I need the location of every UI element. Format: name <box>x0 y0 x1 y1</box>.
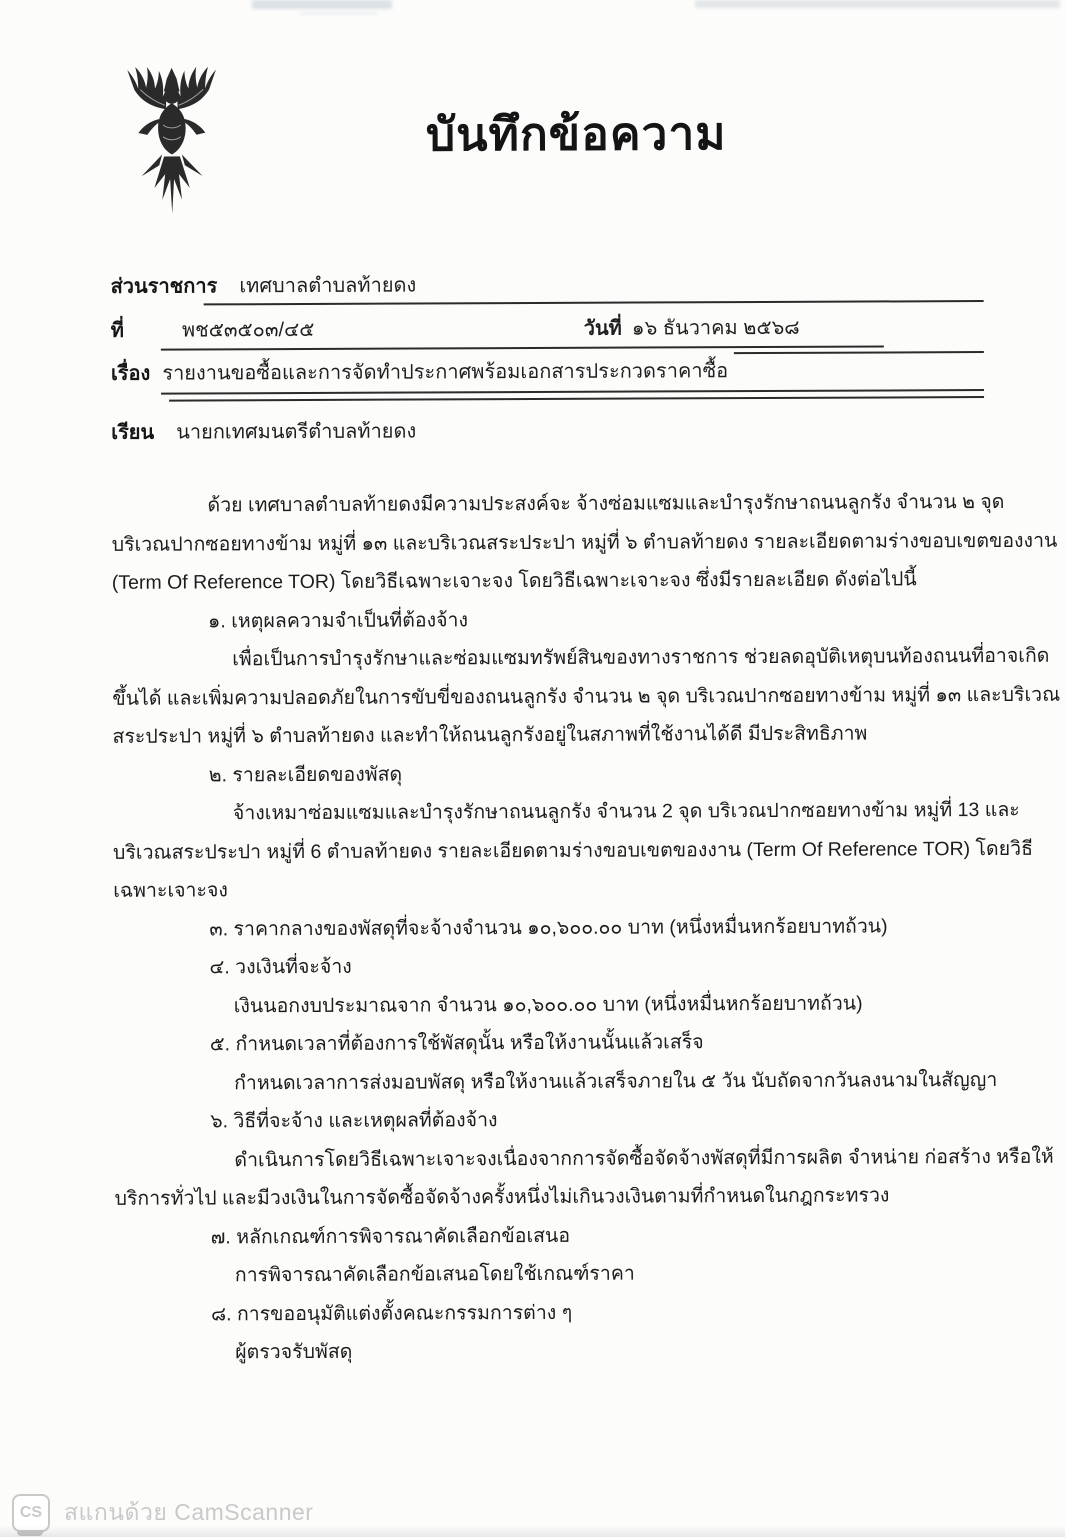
body-line: กำหนดเวลาการส่งมอบพัสดุ หรือให้งานแล้วเสร็จภายใน ๕ วัน นับถัดจากวันลงนามในสัญญา <box>233 1068 998 1095</box>
body-line: บริเวณสระประปา หมู่ที่ 6 ตำบลท้ายดง รายละเอียดตามร่างขอบเขตของงาน (Term Of Reference TOR) โดยวิธี <box>112 837 1033 864</box>
body-line-item-7: ๗. หลักเกณฑ์การพิจารณาคัดเลือกข้อเสนอ <box>210 1224 571 1249</box>
agency-row <box>110 269 416 302</box>
to-row <box>111 415 416 448</box>
form-rule-subject-bottom <box>169 396 984 402</box>
body-line-item-1: ๑. เหตุผลความจำเป็นที่ต้องจ้าง <box>207 609 469 633</box>
body-line-item-5: ๕. กำหนดเวลาที่ต้องการใช้พัสดุนั้น หรือให้งานนั้นแล้วเสร็จ <box>209 1031 704 1056</box>
body-line-item-2: ๒. รายละเอียดของพัสดุ <box>208 763 403 787</box>
date-row <box>584 311 800 344</box>
body-line-item-4: ๔. วงเงินที่จะจ้าง <box>209 955 352 979</box>
subject-row <box>111 354 728 389</box>
subject-label: เรื่อง <box>110 362 151 385</box>
body-line-item-6: ๖. วิธีที่จะจ้าง และเหตุผลที่ต้องจ้าง <box>210 1109 498 1133</box>
form-rule-subject-top <box>161 389 984 395</box>
body-line: สระประปา หมู่ที่ ๖ ตำบลท้ายดง และทำให้ถนนลูกรังอยู่ในสภาพที่ใช้งานได้ดี มีประสิทธิภาพ <box>112 722 868 748</box>
to-label: เรียน <box>111 421 155 444</box>
date-label: วันที่ <box>583 317 622 340</box>
agency-value: เทศบาลตำบลท้ายดง <box>239 274 417 298</box>
body-line: การพิจารณาคัดเลือกข้อเสนอโดยใช้เกณฑ์ราคา <box>234 1262 635 1287</box>
body-line: บริการทั่วไป และมีวงเงินในการจัดซื้อจัดจ้างครั้งหนึ่งไม่เกินวงเงินตามที่กำหนดในกฎกระทรวง <box>114 1184 890 1210</box>
body-line: ขึ้นได้ และเพิ่มความปลอดภัยในการขับขี่ของถนนลูกรัง จำนวน ๒ จุด บริเวณปากซอยทางข้าม หมู่ที่ ๑๓ และบริเวณ <box>112 683 1061 710</box>
body-line: เงินนอกงบประมาณจาก จำนวน ๑๐,๖๐๐.๐๐ บาท (หนึ่งหมื่นหกร้อยบาทถ้วน) <box>233 992 863 1018</box>
body-line: (Term Of Reference TOR) โดยวิธีเฉพาะเจาะจง โดยวิธีเฉพาะเจาะจง ซึ่งมีรายละเอียด ดังต่อไปนี้ <box>111 568 917 594</box>
form-rule-date <box>734 351 984 354</box>
number-label: ที่ <box>110 319 124 342</box>
date-value: ๑๖ ธันวาคม ๒๕๖๘ <box>631 316 800 340</box>
body-line: เฉพาะเจาะจง <box>113 879 228 902</box>
body-line: ผู้ตรวจรับพัสดุ <box>235 1340 353 1364</box>
page-title: บันทึกข้อความ <box>425 107 727 161</box>
agency-label: ส่วนราชการ <box>110 275 218 298</box>
body-line: ดำเนินการโดยวิธีเฉพาะเจาะจงเนื่องจากการจัดซื้อจัดจ้างพัสดุที่มีการผลิต จำหน่าย ก่อสร้าง หรือให้ <box>234 1145 1054 1172</box>
camscanner-label: สแกนด้วย CamScanner <box>64 1499 314 1525</box>
body-line-item-3: ๓. ราคากลางของพัสดุที่จะจ้างจำนวน ๑๐,๖๐๐.๐๐ บาท (หนึ่งหมื่นหกร้อยบาทถ้วน) <box>209 915 888 941</box>
body-line: จ้างเหมาซ่อมแซมและบำรุงรักษาถนนลูกรัง จำนวน 2 จุด บริเวณปากซอยทางข้าม หมู่ที่ 13 และ <box>232 798 1020 825</box>
subject-value: รายงานขอซื้อและการจัดทำประกาศพร้อมเอกสารประกวดราคาซื้อ <box>162 360 729 385</box>
to-value: นายกเทศมนตรีตำบลท้ายดง <box>176 420 417 444</box>
number-value: พช๕๓๕๐๓/๔๕ <box>181 318 315 342</box>
number-row <box>111 313 315 346</box>
body-line-item-8: ๘. การขออนุมัติแต่งตั้งคณะกรรมการต่าง ๆ <box>211 1301 573 1326</box>
body-line: ด้วย เทศบาลตำบลท้ายดงมีความประสงค์จะ จ้างซ่อมแซมและบำรุงรักษาถนนลูกรัง จำนวน ๒ จุด <box>207 490 1005 517</box>
garuda-emblem-icon <box>108 65 237 234</box>
scan-artifact-bottom <box>0 1525 1065 1537</box>
camscanner-logo-icon: CS <box>12 1494 50 1532</box>
body-line: เพื่อเป็นการบำรุงรักษาและซ่อมแซมทรัพย์สินของทางราชการ ช่วยลดอุบัติเหตุบนท้องถนนที่อาจเกิด <box>232 644 1050 671</box>
body-line: บริเวณปากซอยทางข้าม หมู่ที่ ๑๓ และบริเวณสระประปา หมู่ที่ ๖ ตำบลท้ายดง รายละเอียดตามร่างขอบเขตของงาน <box>111 529 1058 556</box>
form-rule-number <box>161 345 884 350</box>
